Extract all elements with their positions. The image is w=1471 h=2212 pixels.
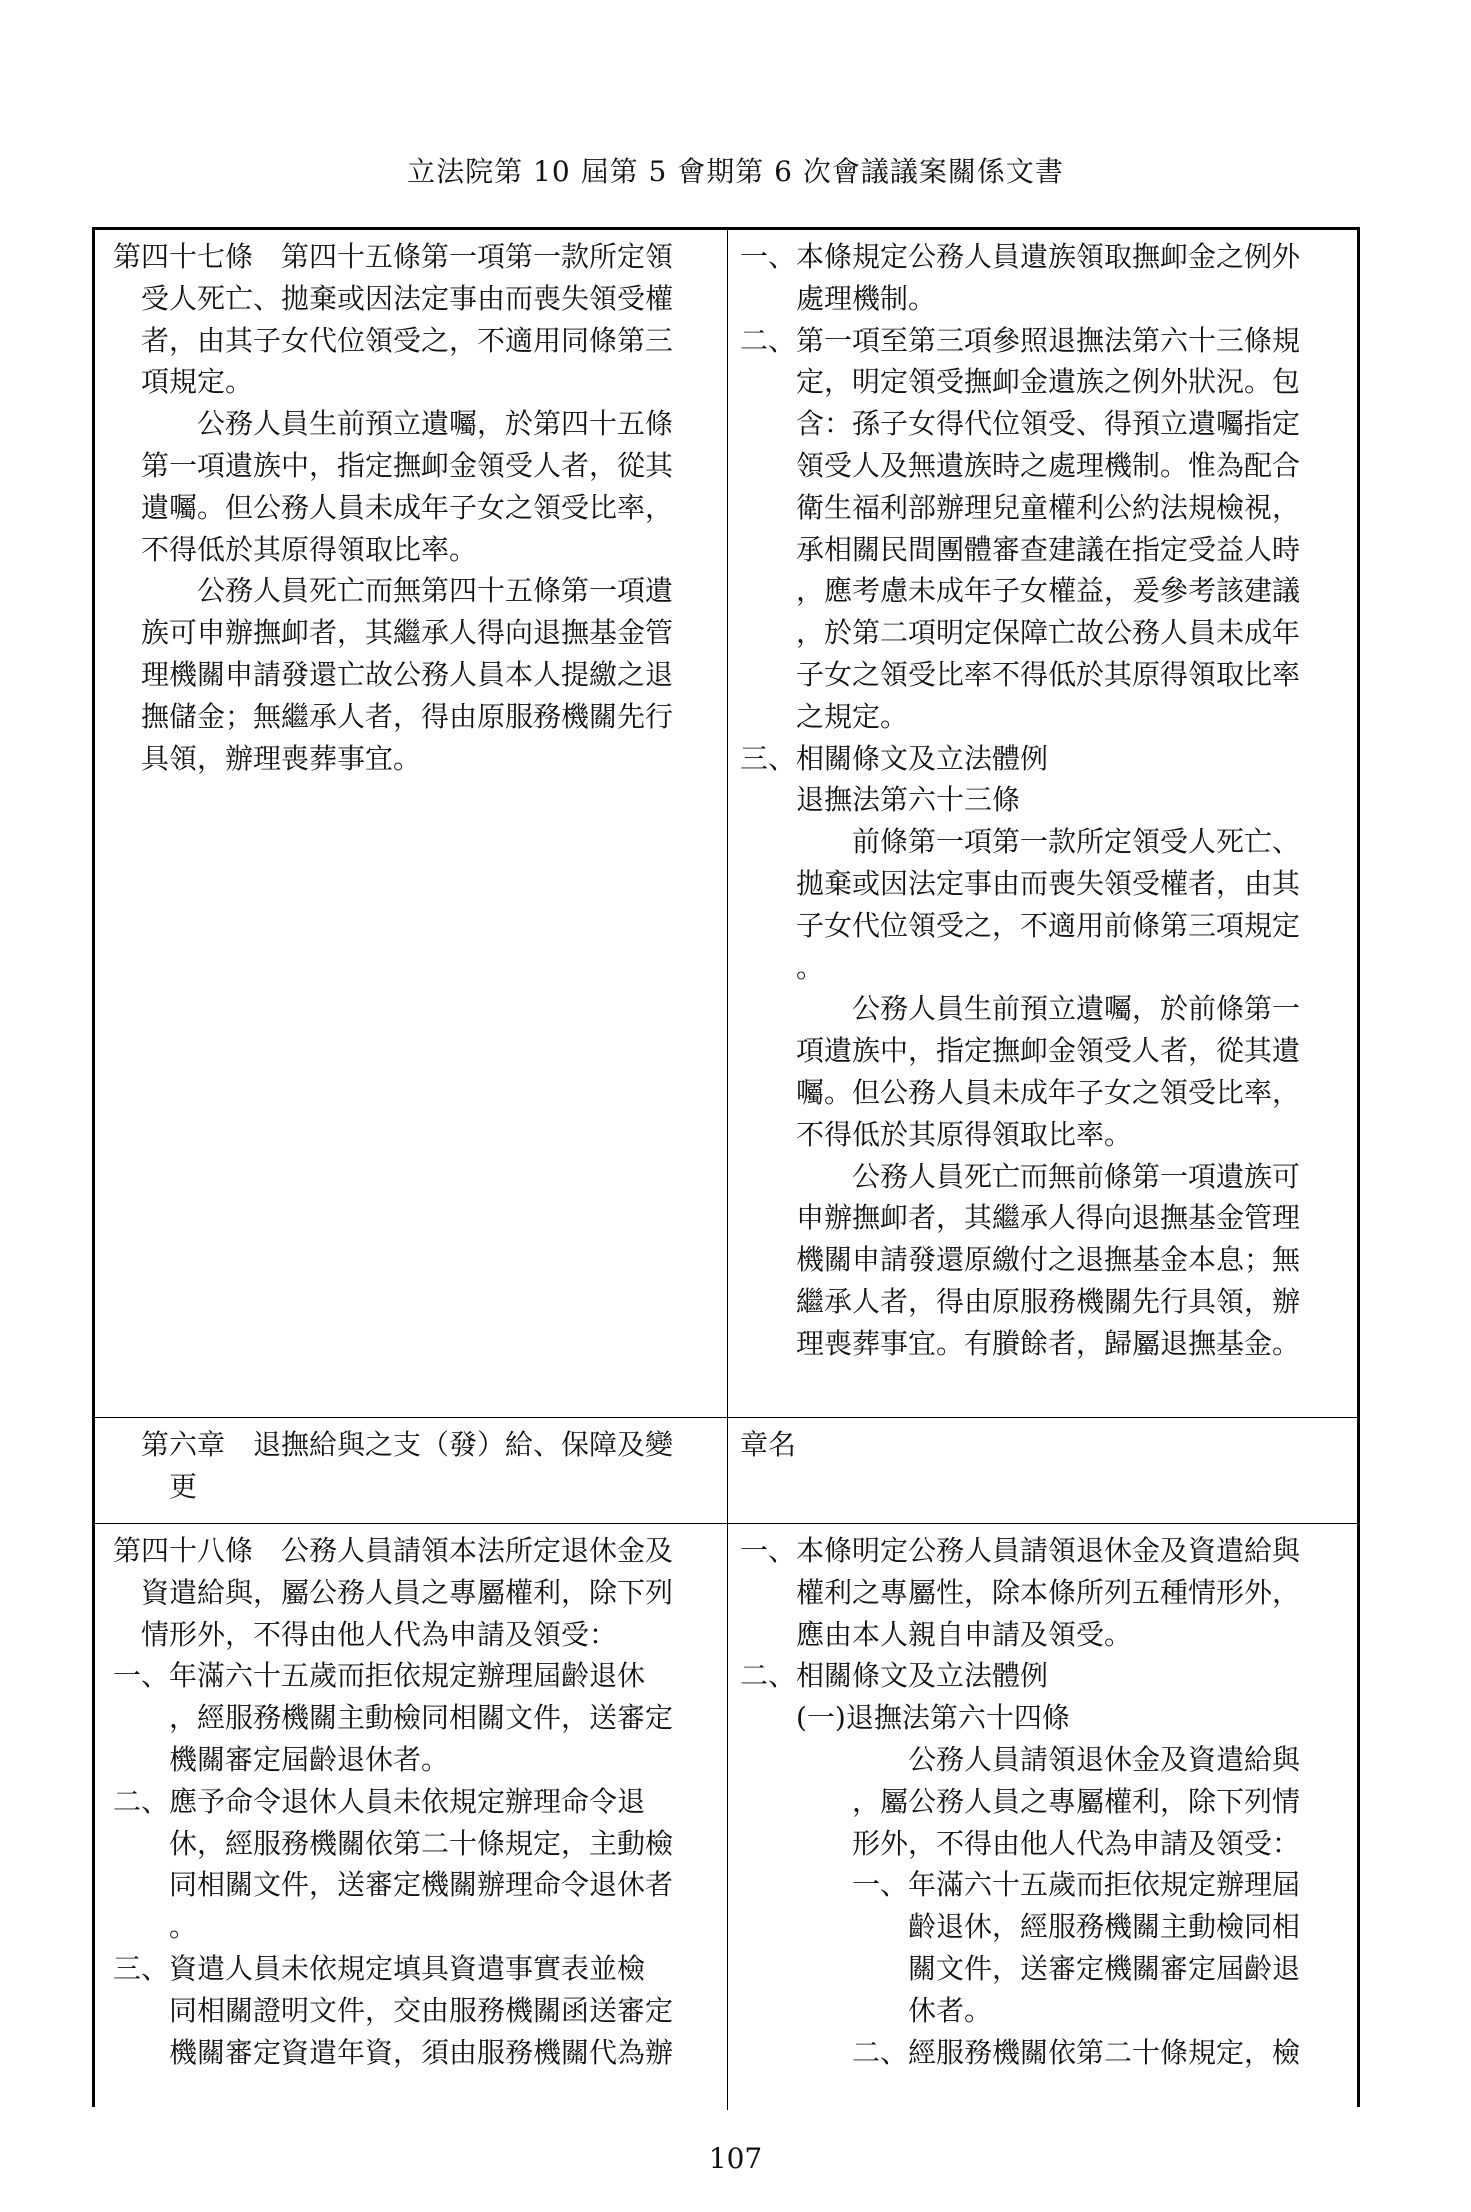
text-line: 機關審定屆齡退休者。 — [113, 1742, 450, 1776]
text-line: 章名 — [740, 1428, 797, 1461]
text-line: 受人死亡、拋棄或因法定事由而喪失領受權 — [113, 281, 674, 315]
text-line: ，應考慮未成年子女權益，爰參考該建議 — [740, 574, 1301, 608]
text-line: 之規定。 — [740, 699, 909, 733]
text-line: 休者。 — [740, 1993, 993, 2027]
text-line: 二、應予命令退休人員未依規定辦理命令退 — [113, 1784, 646, 1818]
text-line: 申辦撫卹者，其繼承人得向退撫基金管理 — [740, 1201, 1301, 1235]
text-line: 公務人員生前預立遺囑，於第四十五條 — [113, 407, 674, 441]
text-line: 形外，不得由他人代為申請及領受： — [740, 1826, 1301, 1860]
explanation-cell — [727, 230, 1357, 1417]
text-line: 第六章 退撫給與之支（發）給、保障及變 — [113, 1428, 674, 1461]
text-line: 。 — [740, 950, 825, 984]
text-line: 同相關證明文件，交由服務機關函送審定 — [113, 1993, 674, 2027]
text-line: 齡退休，經服務機關主動檢同相 — [740, 1910, 1301, 1944]
text-line: 項規定。 — [113, 365, 254, 399]
text-line: 公務人員請領退休金及資遣給與 — [740, 1742, 1301, 1776]
text-line: 囑。但公務人員未成年子女之領受比率， — [740, 1075, 1301, 1109]
text-line: 公務人員死亡而無第四十五條第一項遺 — [113, 574, 674, 608]
text-line: 退撫法第六十三條 — [740, 783, 1021, 817]
explanation-cell — [727, 1524, 1357, 2110]
text-line: (一)退撫法第六十四條 — [740, 1701, 1070, 1735]
text-line: 處理機制。 — [740, 281, 937, 315]
text-line: 關文件，送審定機關審定屆齡退 — [740, 1951, 1301, 1985]
table-row — [95, 230, 1357, 1418]
text-line: 第四十八條 公務人員請領本法所定退休金及 — [113, 1534, 674, 1567]
text-line: 項遺族中，指定撫卹金領受人者，從其遺 — [740, 1034, 1301, 1068]
text-line: 遺囑。但公務人員未成年子女之領受比率， — [113, 490, 674, 524]
text-line: 二、第一項至第三項參照退撫法第六十三條規 — [740, 323, 1301, 357]
document-header: 立法院第 10 屆第 5 會期第 6 次會議議案關係文書 — [407, 155, 1064, 188]
text-line: 具領，辦理喪葬事宜。 — [113, 741, 422, 775]
text-line: 第四十七條 第四十五條第一項第一款所定領 — [113, 240, 674, 273]
text-line: 不得低於其原得領取比率。 — [113, 532, 478, 566]
text-line: 理機關申請發還亡故公務人員本人提繳之退 — [113, 657, 674, 691]
text-line: 含：孫子女得代位領受、得預立遺囑指定 — [740, 407, 1301, 441]
page-number: 107 — [708, 2142, 763, 2175]
text-line: 二、經服務機關依第二十條規定，檢 — [740, 2035, 1301, 2069]
text-line: 一、年滿六十五歲而拒依規定辦理屆 — [740, 1868, 1301, 1902]
explanation-cell — [727, 1418, 1357, 1523]
text-line: 資遣給與，屬公務人員之專屬權利，除下列 — [113, 1575, 674, 1609]
text-line: 公務人員死亡而無前條第一項遺族可 — [740, 1159, 1301, 1193]
text-line: 機關審定資遣年資，須由服務機關代為辦 — [113, 2035, 674, 2069]
text-line: 同相關文件，送審定機關辦理命令退休者 — [113, 1868, 674, 1902]
text-line: 一、年滿六十五歲而拒依規定辦理屆齡退休 — [113, 1659, 646, 1693]
text-line: 撫儲金；無繼承人者，得由原服務機關先行 — [113, 699, 674, 733]
table-row — [95, 1524, 1357, 2110]
text-line: 族可申辦撫卹者，其繼承人得向退撫基金管 — [113, 616, 674, 650]
text-line: 二、相關條文及立法體例 — [740, 1659, 1049, 1693]
text-line: 三、資遣人員未依規定填具資遣事實表並檢 — [113, 1951, 646, 1985]
article-text-cell — [95, 230, 727, 1417]
text-line: 拋棄或因法定事由而喪失領受權者，由其 — [740, 866, 1301, 900]
chapter-title-cell — [95, 1418, 727, 1523]
text-line: 第一項遺族中，指定撫卹金領受人者，從其 — [113, 448, 674, 482]
text-line: 定，明定領受撫卹金遺族之例外狀況。包 — [740, 365, 1301, 399]
text-line: ，屬公務人員之專屬權利，除下列情 — [740, 1784, 1301, 1818]
text-line: 休，經服務機關依第二十條規定，主動檢 — [113, 1826, 674, 1860]
text-line: 前條第一項第一款所定領受人死亡、 — [740, 825, 1301, 859]
text-line: 三、相關條文及立法體例 — [740, 741, 1049, 775]
text-line: ，於第二項明定保障亡故公務人員未成年 — [740, 616, 1301, 650]
text-line: 承相關民間團體審查建議在指定受益人時 — [740, 532, 1301, 566]
text-line: 。 — [113, 1910, 198, 1944]
text-line: 公務人員生前預立遺囑，於前條第一 — [740, 992, 1301, 1026]
text-line: 不得低於其原得領取比率。 — [740, 1117, 1133, 1151]
text-line: 理喪葬事宜。有賸餘者，歸屬退撫基金。 — [740, 1326, 1301, 1360]
text-line: 情形外，不得由他人代為申請及領受： — [113, 1617, 618, 1651]
text-line: ，經服務機關主動檢同相關文件，送審定 — [113, 1701, 674, 1735]
text-line: 一、本條規定公務人員遺族領取撫卹金之例外 — [740, 240, 1301, 273]
text-line: 子女之領受比率不得低於其原得領取比率 — [740, 657, 1301, 691]
table-row — [95, 1418, 1357, 1524]
text-line: 機關申請發還原繳付之退撫基金本息；無 — [740, 1243, 1301, 1277]
text-line: 更 — [113, 1469, 198, 1503]
text-line: 子女代位領受之，不適用前條第三項規定 — [740, 908, 1301, 942]
text-line: 一、本條明定公務人員請領退休金及資遣給與 — [740, 1534, 1301, 1567]
text-line: 繼承人者，得由原服務機關先行具領，辦 — [740, 1284, 1301, 1318]
article-text-cell — [95, 1524, 727, 2110]
text-line: 應由本人親自申請及領受。 — [740, 1617, 1133, 1651]
text-line: 領受人及無遺族時之處理機制。惟為配合 — [740, 448, 1301, 482]
comparison-table — [92, 227, 1360, 2107]
text-line: 者，由其子女代位領受之，不適用同條第三 — [113, 323, 674, 357]
text-line: 衛生福利部辦理兒童權利公約法規檢視， — [740, 490, 1301, 524]
text-line: 權利之專屬性，除本條所列五種情形外， — [740, 1575, 1301, 1609]
